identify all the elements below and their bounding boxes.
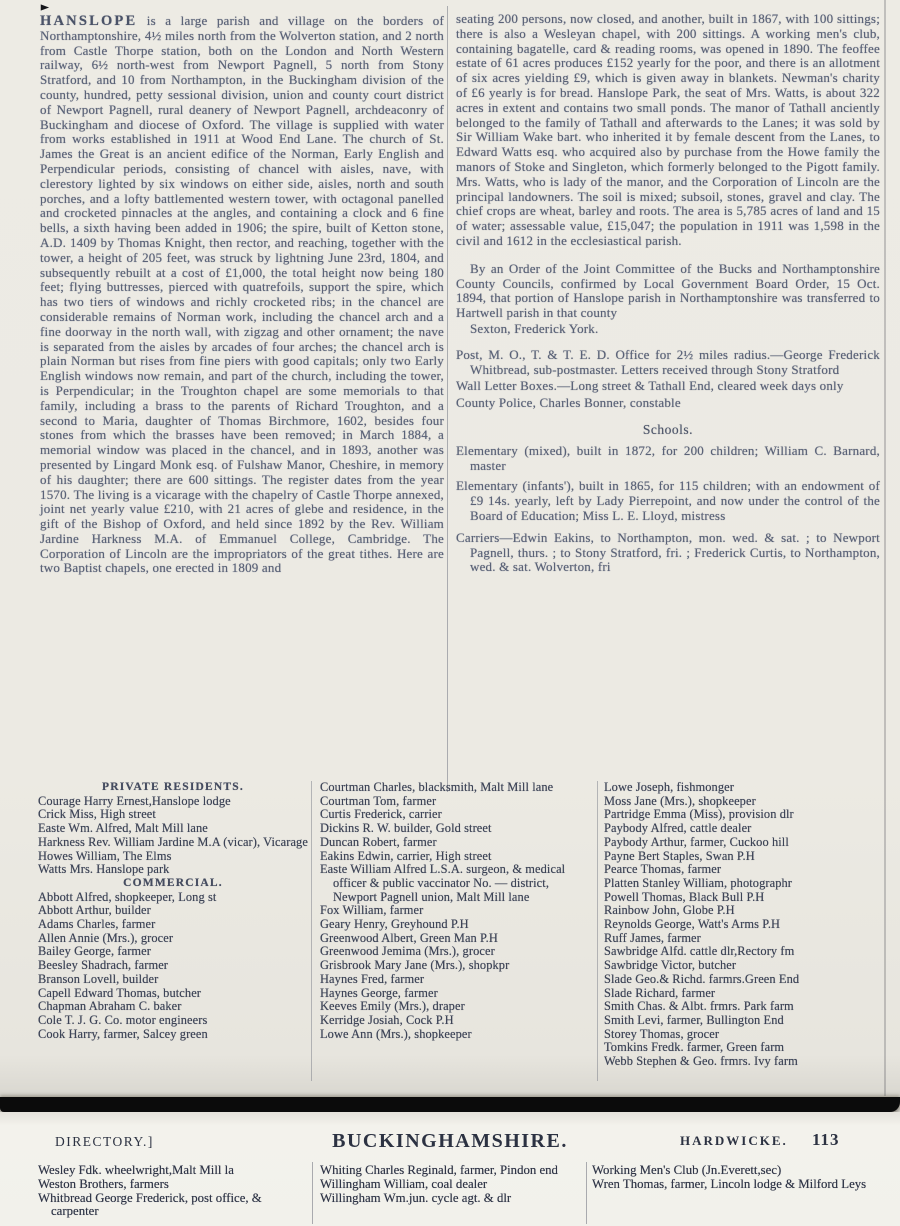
- directory-list: [320, 781, 592, 1041]
- school-entry: Elementary (infants'), built in 1865, for 115 children; with an endowment of £9 14s. yearly, left by Lady Pierrepoint, and now under the control of the Board of Education; Miss L. E. Lloyd, mistress: [456, 478, 880, 523]
- schools-heading: Schools.: [642, 421, 694, 437]
- directory-entry: Courtman Charles, blacksmith, Malt Mill lane: [320, 780, 554, 794]
- directory-entry: Howes William, The Elms: [38, 848, 172, 863]
- narrative-left-text: is a large parish and village on the borders of Northamptonshire, 4½ miles north from the Wolverton station, and 2 north from Castle Thorpe station, both on the London and North Western railway, 6½ north-west from Newport Pagnell, 5 north from Stony Stratford, and 10 from Northampton, in the Buckingham division of the county, hundred, petty sessional division, union and county court district of Newport Pagnell, rural deanery of Newport Pagnell, archdeaconry of Buckingham and diocese of Oxford. The village is supplied with water from works established in 1911 at Wood End Lane. The church of St. James the Great is an ancient edifice of the Norman, Early English and Perpendicular periods, consisting of chancel with aisles, nave, with clerestory lighted by six windows on either side, aisles, north and south porches, and a lofty battlemented western tower, with octagonal panelled and crocketed pinnacles at the angles, and containing a clock and 6 fine bells, a sixth having been added in 1906; the spire, built of Ketton stone, A.D. 1409 by Thomas Knight, then rector, and reaching, together with the tower, a height of 205 feet, was struck by lightning June 23rd, 1804, and subsequently rebuilt at a cost of £1,000, the total height now being 180 feet; flying buttresses, pierced with quatrefoils, support the spire, which has two tiers of windows and richly crocketed ribs; in the chancel are considerable remains of Norman work, including the chancel arch and a fine doorway in the north wall, with zigzag and other ornament; the nave is separated from the aisles by arcades of four arches; the chancel arch is plain Norman but rises from fine piers with good capitals; only two Early English windows now remain, and part of the church, including the tower, is Perpendicular; in the Troughton chapel are some memorials to that family, including a brass to the parents of Richard Troughton, and a second to Maria, daughter of Thomas Birchmore, 1602, besides four stones from which the brasses have been removed; in March 1884, a memorial window was placed in the chancel, and in 1893, another was presented by Lingard Monk esq. of Fulshaw Manor, Cheshire, in memory of his daughter; there are 600 sittings. The register dates from the year 1570. The living is a vicarage with the chapelry of Castle Thorpe annexed, joint net yearly value £210, with 21 acres of glebe and residence, in the gift of the Bishop of Oxford, and held since 1892 by the Rev. William Jardine Harkness M.A. of Emmanuel College, Cambridge. The Corporation of Lincoln are the impropriators of the great tithes. Here are two Baptist chapels, one erected in 1809 and: [40, 13, 444, 576]
- directory-entry: Geary Henry, Greyhound P.H: [320, 917, 469, 932]
- directory-entry: Branson Lovell, builder: [38, 971, 159, 986]
- postal-entry: County Police, Charles Bonner, constable: [456, 395, 681, 411]
- school-entries: [456, 444, 880, 524]
- footer-divider-rule-2: [586, 1162, 587, 1224]
- directory-entry: Courage Harry Ernest,Hanslope lodge: [38, 793, 231, 808]
- scan-gutter-bar: [0, 1097, 900, 1112]
- directory-column-2: [320, 781, 592, 1041]
- postal-entry: Wall Letter Boxes.—Long street & Tathall End, cleared week days only: [456, 378, 844, 394]
- directory-entry: Allen Annie (Mrs.), grocer: [38, 930, 174, 945]
- directory-entry: Powell Thomas, Black Bull P.H: [604, 889, 765, 904]
- directory-entry: Greenwood Albert, Green Man P.H: [320, 930, 498, 945]
- directory-entry: Keeves Emily (Mrs.), draper: [320, 999, 465, 1014]
- directory-entry: Dickins R. W. builder, Gold street: [320, 821, 492, 836]
- directory-entry: Paybody Arthur, farmer, Cuckoo hill: [604, 834, 789, 849]
- directory-entry: Rainbow John, Globe P.H: [604, 903, 735, 918]
- directory-entry: Beesley Shadrach, farmer: [38, 958, 169, 973]
- directory-entry: Platten Stanley William, photographr: [604, 875, 793, 890]
- running-header-parish: HARDWICKE.: [680, 1133, 788, 1148]
- footer-divider-rule-1: [312, 1162, 313, 1224]
- carriers-entry: Carriers—Edwin Eakins, to Northampton, mon. wed. & sat. ; to Newport Pagnell, thurs. ; to Stony Stratford, fri. ; Frederick Curtis, to Northampton, wed. & sat. Wolverton, fri: [456, 529, 880, 575]
- commercial-heading: COMMERCIAL.: [123, 876, 223, 889]
- directory-entry: Haynes George, farmer: [320, 985, 438, 1000]
- directory-entry: Willingham William, coal dealer: [320, 1176, 488, 1191]
- commercial-list: [38, 891, 308, 1042]
- directory-entry: Crick Miss, High street: [38, 807, 156, 822]
- directory-entry: Payne Bert Staples, Swan P.H: [604, 848, 755, 863]
- directory-entry: Webb Stephen & Geo. frmrs. Ivy farm: [604, 1054, 798, 1069]
- directory-entry: Willingham Wm.jun. cycle agt. & dlr: [320, 1190, 512, 1205]
- running-header-county: BUCKINGHAMSHIRE.: [332, 1130, 568, 1152]
- directory-column-1: [38, 781, 308, 1041]
- directory-divider-rule-1: [311, 781, 312, 1081]
- directory-entry: Cook Harry, farmer, Salcey green: [38, 1026, 208, 1041]
- parish-name-lead: HANSLOPE: [40, 13, 138, 29]
- directory-entry: Paybody Alfred, cattle dealer: [604, 821, 752, 836]
- narrative-right-text: seating 200 persons, now closed, and another, built in 1867, with 100 sittings; there is also a Wesleyan chapel, with 200 sittings. A working men's club, containing bagatelle, card & reading rooms, was opened in 1890. The feoffee estate of 61 acres produces £152 yearly for the poor, and there is an allotment of six acres yielding £9, which is given away in blankets. Newman's charity of £6 yearly is for bread. Hanslope Park, the seat of Mrs. Watts, is about 322 acres in extent and contains two small ponds. The manor of Tathall anciently belonged to the family of Tathall and afterwards to the Lanes; it was sold by Sir William Wake bart. who inherited it by female descent from the Lanes, to Edward Watts esq. who acquired also by purchase from the Howe family the manors of Stoke and Singleton, which formerly belonged to the Pigott family. Mrs. Watts, who is lady of the manor, and the Corporation of Lincoln are the principal landowners. The soil is mixed; subsoil, stones, gravel and clay. The chief crops are wheat, barley and roots. The area is 5,785 acres of land and 15 of water; assessable value, £15,047; the population in 1911 was 1,598 in the civil and 1612 in the ecclesiastical parish.: [456, 11, 880, 248]
- directory-column-3: [604, 781, 882, 1069]
- page-number: 113: [812, 1130, 840, 1149]
- directory-entry: Capell Edward Thomas, butcher: [38, 985, 202, 1000]
- directory-entry: Pearce Thomas, farmer: [604, 862, 722, 877]
- school-entry: Elementary (mixed), built in 1872, for 200 children; William C. Barnard, master: [456, 442, 880, 473]
- directory-entry: Whiting Charles Reginald, farmer, Pindon end: [320, 1163, 558, 1177]
- directory-entry: Slade Geo.& Richd. farmrs.Green End: [604, 971, 800, 986]
- directory-entry: Lowe Joseph, fishmonger: [604, 780, 734, 794]
- directory-entry: Working Men's Club (Jn.Everett,sec): [592, 1163, 782, 1177]
- directory-list: [604, 781, 882, 1069]
- directory-entry: Cole T. J. G. Co. motor engineers: [38, 1012, 208, 1027]
- directory-entry: Watts Mrs. Hanslope park: [38, 862, 170, 877]
- directory-entry: Harkness Rev. William Jardine M.A (vicar), Vicarage: [38, 834, 308, 849]
- directory-entry: Curtis Frederick, carrier: [320, 807, 442, 822]
- directory-entry: Weston Brothers, farmers: [38, 1176, 169, 1191]
- directory-entry: Adams Charles, farmer: [38, 917, 156, 932]
- directory-entry: Easte William Alfred L.S.A. surgeon, & medical officer & public vaccinator No. — district, Newport Pagnell union, Malt Mill lane: [320, 862, 566, 904]
- column-divider-rule: [447, 6, 448, 792]
- directory-entry: Abbott Alfred, shopkeeper, Long st: [38, 889, 217, 904]
- directory-entry: Chapman Abraham C. baker: [38, 999, 182, 1014]
- directory-entry: Partridge Emma (Miss), provision dlr: [604, 807, 794, 822]
- margin-arrow-marker: ►: [38, 2, 50, 14]
- directory-entry: Easte Wm. Alfred, Malt Mill lane: [38, 821, 208, 836]
- directory-entry: Bailey George, farmer: [38, 944, 151, 959]
- directory-entry: Sawbridge Victor, butcher: [604, 958, 737, 973]
- directory-entry: Slade Richard, farmer: [604, 985, 716, 1000]
- directory-entry: Reynolds George, Watt's Arms P.H: [604, 917, 781, 932]
- directory-entry: Abbott Arthur, builder: [38, 903, 151, 918]
- postal-entries: [456, 348, 880, 411]
- directory-entry: Grisbrook Mary Jane (Mrs.), shopkpr: [320, 958, 510, 973]
- directory-entry: Duncan Robert, farmer: [320, 834, 437, 849]
- directory-entry: Wren Thomas, farmer, Lincoln lodge & Milford Leys: [592, 1176, 867, 1191]
- footer-column-2: [320, 1164, 582, 1205]
- directory-entry: Storey Thomas, grocer: [604, 1026, 720, 1041]
- postal-entry: Post, M. O., T. & T. E. D. Office for 2½ miles radius.—George Frederick Whitbread, sub-postmaster. Letters received through Stony Stratford: [456, 346, 880, 377]
- directory-entry: Moss Jane (Mrs.), shopkeeper: [604, 793, 756, 808]
- directory-entry: Kerridge Josiah, Cock P.H: [320, 1012, 454, 1027]
- directory-entry: Sawbridge Alfd. cattle dlr,Rectory fm: [604, 944, 795, 959]
- page-edge-line: [884, 0, 886, 1096]
- narrative-right-column: [456, 12, 880, 575]
- directory-entry: Whitbread George Frederick, post office, & carpenter: [38, 1190, 262, 1219]
- narrative-left-column: [40, 14, 444, 576]
- footer-column-3: [592, 1164, 884, 1192]
- private-residents-list: [38, 795, 308, 877]
- directory-entry: Tomkins Fredk. farmer, Green farm: [604, 1040, 785, 1055]
- sexton-line: Sexton, Frederick York.: [470, 320, 599, 336]
- directory-entry: Greenwood Jemima (Mrs.), grocer: [320, 944, 495, 959]
- directory-entry: Smith Levi, farmer, Bullington End: [604, 1012, 784, 1027]
- running-header-left: DIRECTORY.]: [55, 1134, 154, 1149]
- directory-entry: Ruff James, farmer: [604, 930, 701, 945]
- directory-entry: Wesley Fdk. wheelwright,Malt Mill la: [38, 1163, 234, 1177]
- footer-column-1: [38, 1164, 310, 1219]
- running-header: [0, 1130, 900, 1160]
- directory-entry: Smith Chas. & Albt. frmrs. Park farm: [604, 999, 794, 1014]
- private-residents-heading: PRIVATE RESIDENTS.: [102, 781, 244, 793]
- order-paragraph: By an Order of the Joint Committee of the Bucks and Northamptonshire County Councils, confirmed by Local Government Board Order, 15 Oct. 1894, that portion of Hanslope parish in Northamptonshire was transferred to Hartwell parish in that county: [456, 260, 880, 321]
- directory-divider-rule-2: [597, 781, 598, 1081]
- directory-entry: Haynes Fred, farmer: [320, 971, 425, 986]
- directory-entry: Fox William, farmer: [320, 903, 424, 918]
- directory-entry: Courtman Tom, farmer: [320, 793, 437, 808]
- directory-entry: Eakins Edwin, carrier, High street: [320, 848, 492, 863]
- directory-entry: Lowe Ann (Mrs.), shopkeeper: [320, 1026, 472, 1041]
